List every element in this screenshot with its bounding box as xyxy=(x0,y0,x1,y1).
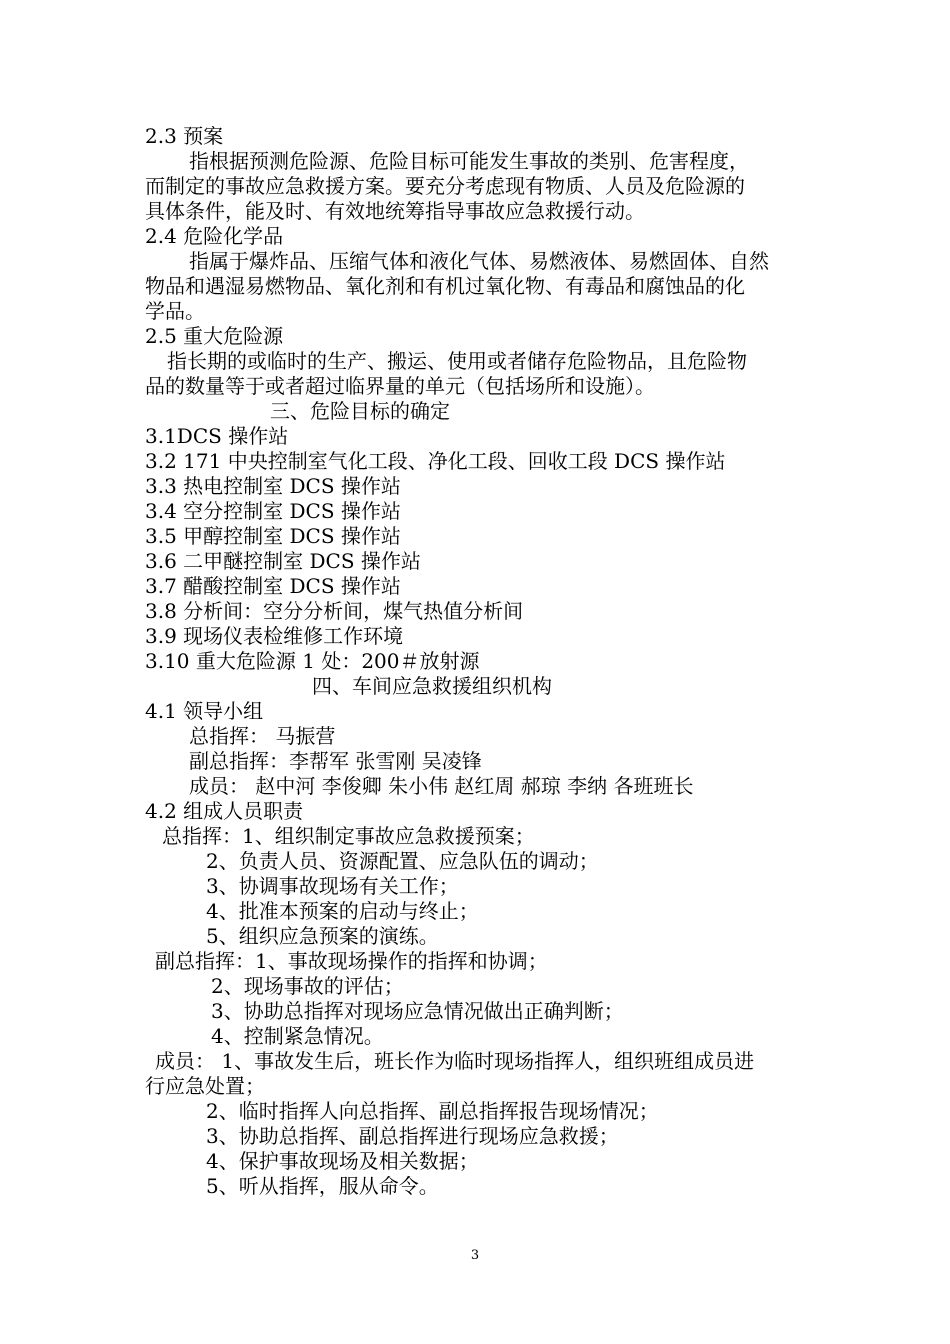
paragraph-line: 品的数量等于或者超过临界量的单元（包括场所和设施）。 xyxy=(145,374,655,398)
duty-line: 3、协助总指挥对现场应急情况做出正确判断； xyxy=(211,999,624,1023)
list-item: 3.2 171 中央控制室气化工段、净化工段、回收工段 DCS 操作站 xyxy=(145,449,726,473)
chapter-heading-4: 四、车间应急救援组织机构 xyxy=(312,674,552,698)
section-heading-2-5: 2.5 重大危险源 xyxy=(145,324,284,348)
duty-line: 5、听从指挥，服从命令。 xyxy=(206,1174,439,1198)
list-item: 3.8 分析间：空分分析间，煤气热值分析间 xyxy=(145,599,524,623)
paragraph-line: 物品和遇湿易燃物品、氧化剂和有机过氧化物、有毒品和腐蚀品的化 xyxy=(145,274,745,298)
duty-line: 2、负责人员、资源配置、应急队伍的调动； xyxy=(206,849,599,873)
list-item: 3.10 重大危险源 1 处：200＃放射源 xyxy=(145,649,480,673)
duty-line: 2、现场事故的评估； xyxy=(211,974,404,998)
duty-line: 总指挥：1、组织制定事故应急救援预案； xyxy=(162,824,535,848)
list-item: 3.6 二甲醚控制室 DCS 操作站 xyxy=(145,549,421,573)
paragraph-line: 具体条件，能及时、有效地统筹指导事故应急救援行动。 xyxy=(145,199,645,223)
team-line: 成员： 赵中河 李俊卿 朱小伟 赵红周 郝琼 李纳 各班班长 xyxy=(189,774,694,798)
duty-line: 5、组织应急预案的演练。 xyxy=(206,924,439,948)
paragraph-line: 指长期的或临时的生产、搬运、使用或者储存危险物品，且危险物 xyxy=(167,349,747,373)
list-item: 3.3 热电控制室 DCS 操作站 xyxy=(145,474,401,498)
duty-line: 3、协调事故现场有关工作； xyxy=(206,874,459,898)
duty-line: 4、控制紧急情况。 xyxy=(211,1024,384,1048)
list-item: 3.9 现场仪表检维修工作环境 xyxy=(145,624,404,648)
duty-line: 2、临时指挥人向总指挥、副总指挥报告现场情况； xyxy=(206,1099,659,1123)
list-item: 3.1DCS 操作站 xyxy=(145,424,289,448)
duty-line: 行应急处置； xyxy=(145,1074,265,1098)
chapter-heading-3: 三、危险目标的确定 xyxy=(270,399,450,423)
list-item: 3.5 甲醇控制室 DCS 操作站 xyxy=(145,524,401,548)
list-item: 3.4 空分控制室 DCS 操作站 xyxy=(145,499,401,523)
paragraph-line: 指根据预测危险源、危险目标可能发生事故的类别、危害程度， xyxy=(189,149,749,173)
paragraph-line: 而制定的事故应急救援方案。要充分考虑现有物质、人员及危险源的 xyxy=(145,174,745,198)
section-heading-4-2: 4.2 组成人员职责 xyxy=(145,799,304,823)
duty-line: 4、保护事故现场及相关数据； xyxy=(206,1149,479,1173)
section-heading-4-1: 4.1 领导小组 xyxy=(145,699,264,723)
duty-line: 3、协助总指挥、副总指挥进行现场应急救援； xyxy=(206,1124,619,1148)
team-line: 副总指挥：李帮军 张雪刚 吴凌锋 xyxy=(189,749,482,773)
section-heading-2-4: 2.4 危险化学品 xyxy=(145,224,284,248)
duty-line: 成员： 1、事故发生后，班长作为临时现场指挥人，组织班组成员进 xyxy=(155,1049,755,1073)
paragraph-line: 指属于爆炸品、压缩气体和液化气体、易燃液体、易燃固体、自然 xyxy=(189,249,769,273)
page-number: 3 xyxy=(470,1248,480,1263)
duty-line: 副总指挥：1、事故现场操作的指挥和协调； xyxy=(155,949,548,973)
paragraph-line: 学品。 xyxy=(145,299,205,323)
section-heading-2-3: 2.3 预案 xyxy=(145,124,224,148)
list-item: 3.7 醋酸控制室 DCS 操作站 xyxy=(145,574,401,598)
team-line: 总指挥： 马振营 xyxy=(189,724,336,748)
duty-line: 4、批准本预案的启动与终止； xyxy=(206,899,479,923)
